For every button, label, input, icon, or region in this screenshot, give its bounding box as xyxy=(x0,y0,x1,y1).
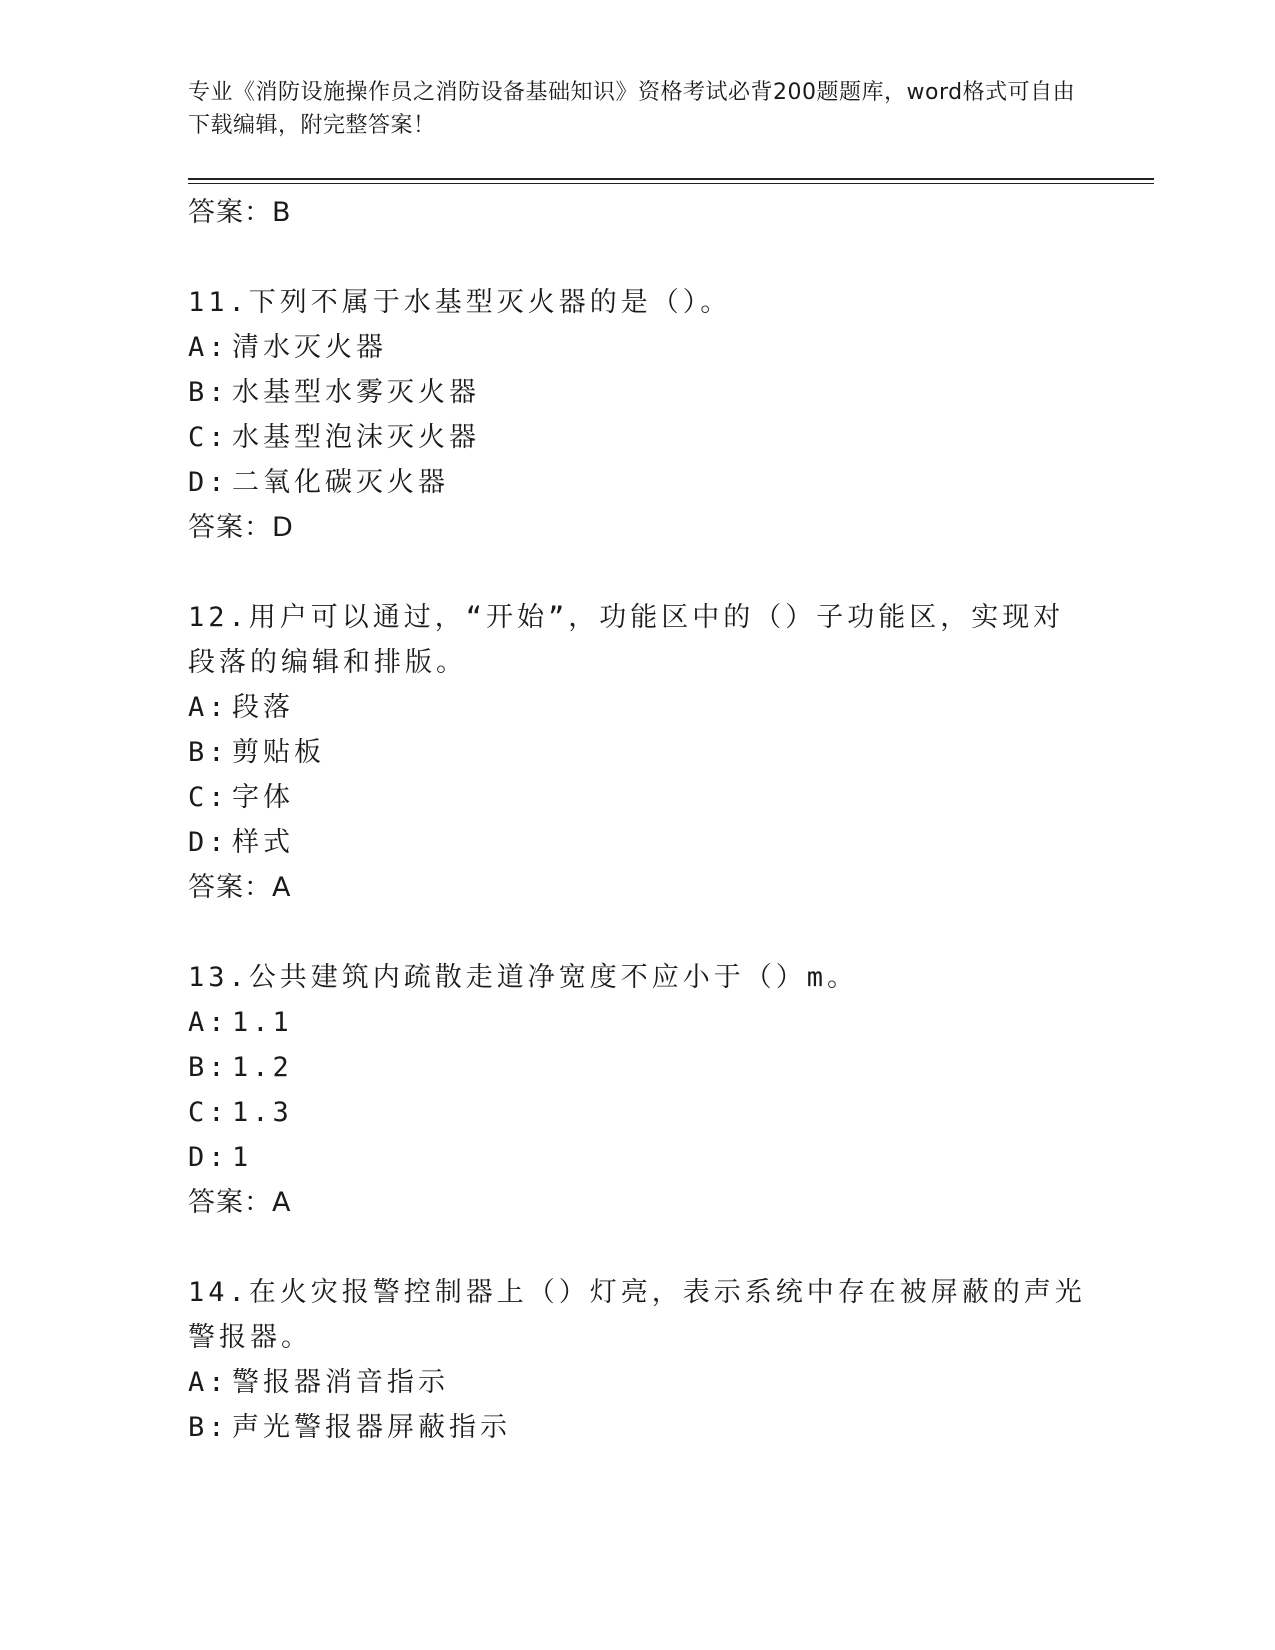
option-text: 水基型水雾灭火器 xyxy=(232,377,480,408)
answer-line: 答案：A xyxy=(188,872,292,903)
option-text: 1.1 xyxy=(232,1007,293,1038)
option-key: B: xyxy=(188,737,229,768)
option-text: 1 xyxy=(232,1142,253,1173)
header-rule-thin xyxy=(188,183,1154,184)
option-line xyxy=(188,1045,1088,1090)
question-block xyxy=(188,955,1088,1225)
option-key: D: xyxy=(188,1142,229,1173)
option-line xyxy=(188,820,1088,865)
option-text: 二氧化碳灭火器 xyxy=(232,467,449,498)
question-stem: 11.下列不属于水基型灭火器的是（）。 xyxy=(188,287,732,318)
option-text: 清水灭火器 xyxy=(232,332,387,363)
option-line xyxy=(188,1360,1088,1405)
option-line xyxy=(188,730,1088,775)
option-line xyxy=(188,325,1088,370)
option-key: B: xyxy=(188,1052,229,1083)
option-key: B: xyxy=(188,377,229,408)
option-key: B: xyxy=(188,1412,229,1443)
header-rule-thick xyxy=(188,178,1154,180)
option-line xyxy=(188,1135,1088,1180)
option-line xyxy=(188,685,1088,730)
option-text: 段落 xyxy=(232,692,294,723)
answer-line: 答案：B xyxy=(188,197,292,228)
answer-line: 答案：D xyxy=(188,512,294,543)
option-line xyxy=(188,1000,1088,1045)
question-block xyxy=(188,595,1088,910)
question-block xyxy=(188,280,1088,550)
option-key: A: xyxy=(188,332,229,363)
option-line xyxy=(188,415,1088,460)
option-text: 剪贴板 xyxy=(232,737,325,768)
question-stem: 13.公共建筑内疏散走道净宽度不应小于（）m。 xyxy=(188,962,859,993)
option-text: 1.3 xyxy=(232,1097,293,1128)
option-text: 声光警报器屏蔽指示 xyxy=(232,1412,511,1443)
question-stem: 14.在火灾报警控制器上（）灯亮，表示系统中存在被屏蔽的声光警报器。 xyxy=(188,1277,1086,1353)
option-text: 警报器消音指示 xyxy=(232,1367,449,1398)
document-header: 专业《消防设施操作员之消防设备基础知识》资格考试必背200题题库，word格式可自由下载编辑，附完整答案！ xyxy=(188,80,1076,138)
option-text: 样式 xyxy=(232,827,294,858)
option-line xyxy=(188,1405,1088,1450)
option-key: D: xyxy=(188,467,229,498)
document-body xyxy=(188,190,1088,1450)
option-line xyxy=(188,775,1088,820)
option-key: A: xyxy=(188,692,229,723)
option-line xyxy=(188,370,1088,415)
answer-line: 答案：A xyxy=(188,1187,292,1218)
option-line xyxy=(188,1090,1088,1135)
option-text: 字体 xyxy=(232,782,294,813)
option-key: C: xyxy=(188,422,229,453)
option-key: C: xyxy=(188,782,229,813)
question-block xyxy=(188,1270,1088,1450)
option-text: 1.2 xyxy=(232,1052,293,1083)
option-key: A: xyxy=(188,1367,229,1398)
option-text: 水基型泡沫灭火器 xyxy=(232,422,480,453)
option-key: C: xyxy=(188,1097,229,1128)
option-line xyxy=(188,460,1088,505)
option-key: A: xyxy=(188,1007,229,1038)
option-key: D: xyxy=(188,827,229,858)
question-stem: 12.用户可以通过，“开始”，功能区中的（）子功能区，实现对段落的编辑和排版。 xyxy=(188,602,1065,678)
